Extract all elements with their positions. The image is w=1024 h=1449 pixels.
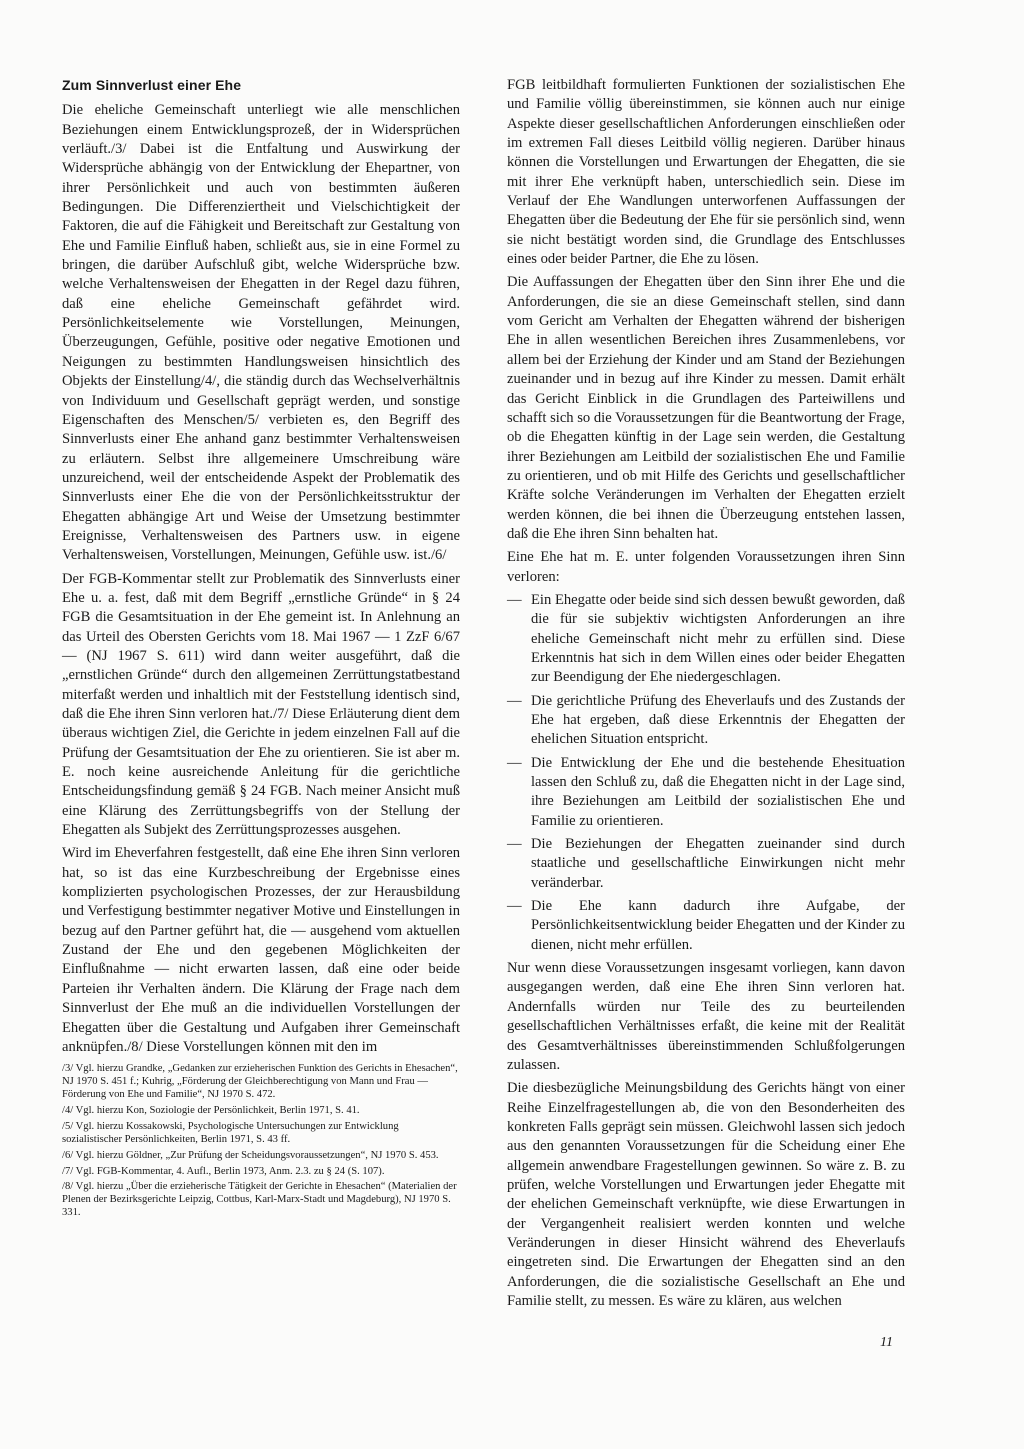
- paragraph: FGB leitbildhaft formulierten Funktionen der sozialistischen Ehe und Familie völlig übereinstimmen, sie können auch nur einige Aspekte dieser gesellschaftlichen Anforderungen einschließen oder im extremen Fall dieses Leitbild völlig negieren. Darüber hinaus können die Vorstellungen und Erwartungen der Ehegatten, die sie mit ihrer Ehe verknüpft haben, unterschiedlich sein. Diese im Verlauf der Ehe Wandlungen unterworfenen Auffassungen der Ehegatten über die Bedeutung der Ehe für sie persönlich sind, wenn sie nicht bestätigt worden sind, die Grundlage des Entschlusses eines oder beider Partner, die Ehe zu lösen.: [507, 77, 905, 268]
- list-intro: Eine Ehe hat m. E. unter folgenden Voraussetzungen ihren Sinn verloren:: [507, 549, 905, 585]
- list-item: — Die Entwicklung der Ehe und die bestehende Ehesituation lassen den Schluß zu, daß die Ehegatten nicht in der Lage sind, ihre Beziehungen am Leitbild der sozialistischen Ehe und Familie zu orientieren.: [507, 754, 905, 831]
- conditions-list: [507, 591, 905, 955]
- footnote: /8/ Vgl. hierzu „Über die erzieherische Tätigkeit der Gerichte in Ehesachen“ (Materialien der Plenen der Bezirksgerichte Leipzig, Cottbus, Karl-Marx-Stadt und Magdeburg), NJ 1970 S. 331.: [62, 1181, 457, 1219]
- paragraph: Wird im Eheverfahren festgestellt, daß eine Ehe ihren Sinn verloren hat, so ist das eine Kurzbeschreibung der Ergebnisse eines komplizierten psychologischen Prozesses, der zur Herausbildung und Verfestigung bestimmter negativer Motive und Einstellungen in bezug auf den Partner geführt hat, die — ausgehend vom aktuellen Zustand der Ehe und den gegebenen Möglichkeiten der Einflußnahme — nicht erwarten lassen, daß eine oder beide Parteien ihr Verhalten ändern. Die Klärung der Frage nach dem Sinnverlust der Ehe muß an die individuellen Vorstellungen der Ehegatten über die Gestaltung und Aufgaben ihrer Gemeinschaft anknüpfen./8/ Diese Vorstellungen können mit den im: [62, 845, 460, 1055]
- footnote: /6/ Vgl. hierzu Göldner, „Zur Prüfung der Scheidungsvoraussetzungen“, NJ 1970 S. 453.: [62, 1149, 439, 1161]
- list-item: — Ein Ehegatte oder beide sind sich dessen bewußt geworden, daß die für sie subjektiv wichtigsten Anforderungen an ihre eheliche Gemeinschaft nicht mehr zu erfüllen sind. Diese Erkenntnis hat sich in dem Willen eines oder beider Ehegatten zur Beendigung der Ehe niedergeschlagen.: [507, 591, 905, 688]
- footnote: /5/ Vgl. hierzu Kossakowski, Psychologische Untersuchungen zur Entwicklung sozialistischer Persönlichkeiten, Berlin 1971, S. 43 ff.: [62, 1120, 399, 1145]
- footnote: /3/ Vgl. hierzu Grandke, „Gedanken zur erzieherischen Funktion des Gerichts in Ehesachen“, NJ 1970 S. 451 f.; Kuhrig, „Förderung der Gleichberechtigung von Mann und Frau — Förderung von Ehe und Familie“, NJ 1970 S. 472.: [62, 1063, 458, 1100]
- section-heading: Zum Sinnverlust einer Ehe: [62, 77, 242, 93]
- paragraph: Die diesbezügliche Meinungsbildung des Gerichts hängt von einer Reihe Einzelfragestellungen ab, die von den Besonderheiten des konkreten Falls geprägt sein müssen. Gleichwohl lassen sich jedoch aus den genannten Voraussetzungen für die Scheidung einer Ehe allgemein anwendbare Fragestellungen gewinnen. So wäre z. B. zu prüfen, welche Vorstellungen und Erwartungen jeder Ehegatte mit der ehelichen Gemeinschaft verknüpfte, wie diese Erwartungen in der Vergangenheit realisiert werden konnten und welche Veränderungen in dieser Hinsicht während des Eheverlaufs eingetreten sind. Die Erwartungen der Ehegatten sind an den Anforderungen, die die sozialistische Gesellschaft an Ehe und Familie stellt, zu messen. Es wäre zu klären, aus welchen: [507, 1080, 905, 1309]
- left-column: [62, 76, 460, 1223]
- list-item: — Die gerichtliche Prüfung des Eheverlaufs und des Zustands der Ehe hat ergeben, daß diese Erkenntnis der Ehegatten der ehelichen Situation entspricht.: [507, 692, 905, 750]
- paragraph: Der FGB-Kommentar stellt zur Problematik des Sinnverlusts einer Ehe u. a. fest, daß mit dem Begriff „ernstliche Gründe“ in § 24 FGB die Gesamtsituation in der Ehe gemeint ist. In Anlehnung an das Urteil des Obersten Gerichts vom 18. Mai 1967 — 1 ZzF 6/67 — (NJ 1967 S. 611) wird dann weiter ausgeführt, daß die „ernstlichen Gründe“ durch den allgemeinen Zerrüttungstatbestand miterfaßt werden und inhaltlich mit der Feststellung identisch sind, daß die Ehe ihren Sinn verloren hat./7/ Diese Erläuterung dient dem überaus wichtigen Ziel, die Gerichte in jedem einzelnen Fall auf die Prüfung der Gesamtsituation der Ehe zu orientieren. Sie ist aber m. E. noch keine ausreichende Anleitung für die gerichtliche Entscheidungsfindung gemäß § 24 FGB. Nach meiner Ansicht muß eine Klärung des Zerrüttungsbegriffs von der Stellung der Ehegatten als Subjekt des Zerrüttungsprozesses ausgehen.: [62, 570, 460, 839]
- footnote: /7/ Vgl. FGB-Kommentar, 4. Aufl., Berlin 1973, Anm. 2.3. zu § 24 (S. 107).: [62, 1165, 385, 1177]
- list-item: — Die Beziehungen der Ehegatten zueinander sind durch staatliche und gesellschaftliche Einwirkungen nicht mehr veränderbar.: [507, 835, 905, 893]
- right-column: [507, 76, 905, 1315]
- paragraph: Nur wenn diese Voraussetzungen insgesamt vorliegen, kann davon ausgegangen werden, daß eine Ehe ihren Sinn verloren hat. Andernfalls würden nur Teile des zu beurteilenden gesellschaftlichen Verhältnisses erfaßt, die keine mit der Realität des Gesamtverhältnisses übereinstimmenden Schlußfolgerungen zulassen.: [507, 960, 905, 1073]
- footnotes: [62, 1063, 460, 1220]
- paragraph: Die eheliche Gemeinschaft unterliegt wie alle menschlichen Beziehungen einem Entwicklungsprozeß, der in Widersprüchen verläuft./3/ Dabei ist die Entfaltung und Auswirkung der Widersprüche abhängig von der Entwicklung der Ehepartner, von ihrer Persönlichkeit und auch von bestimmten äußeren Bedingungen. Die Differenziertheit und Vielschichtigkeit der Faktoren, die auf die Fähigkeit und Bereitschaft zur Gestaltung von Ehe und Familie Einfluß haben, schließt aus, sie in eine Formel zu bringen, die darüber Aufschluß gibt, welche Widersprüche bzw. welche Verhaltensweisen der Ehegatten in der Regel dazu führen, daß eine eheliche Gemeinschaft gefährdet wird. Persönlichkeitselemente wie Vorstellungen, Meinungen, Überzeugungen, Gefühle, positive oder negative Emotionen und Neigungen zu bestimmten Handlungsweisen hinsichtlich des Objekts der Einstellung/4/, die ständig durch das Wechselverhältnis von Individuum und Gesellschaft geprägt werden, und sonstige Eigenschaften des Menschen/5/ verbieten es, den Begriff des Sinnverlusts einer Ehe anhand ganz bestimmter Verhaltensweisen zu erläutern. Selbst ihre allgemeinere Umschreibung wäre unzureichend, weil der entscheidende Aspekt der Problematik des Sinnverlusts einer Ehe die von der Persönlichkeitsstruktur der Ehegatten abhängige Art und Weise der Umsetzung bestimmter Ereignisse, Verhaltensweisen des Partners usw. in eigene Verhaltensweisen, Vorstellungen, Meinungen, Gefühle usw. ist./6/: [62, 102, 460, 564]
- page-number: 11: [880, 1335, 893, 1350]
- list-item: — Die Ehe kann dadurch ihre Aufgabe, der Persönlichkeitsentwicklung beider Ehegatten und der Kinder zu dienen, nicht mehr erfüllen.: [507, 897, 905, 955]
- footnote: /4/ Vgl. hierzu Kon, Soziologie der Persönlichkeit, Berlin 1971, S. 41.: [62, 1104, 360, 1116]
- paragraph: Die Auffassungen der Ehegatten über den Sinn ihrer Ehe und die Anforderungen, die sie an diese Gemeinschaft stellen, sind dann vom Gericht am Verhalten der Ehegatten während der bisherigen Ehe in allen wesentlichen Bereichen ihres Zusammenlebens, vor allem bei der Erziehung der Kinder und am Stand der Beziehungen zueinander und in bezug auf ihre Kinder zu messen. Damit erhält das Gericht Einblick in die Grundlagen des Parteiwillens und schafft sich so die Voraussetzungen für die Beantwortung der Frage, ob die Ehegatten künftig in der Lage sein werden, die Gestaltung ihrer Beziehungen am Leitbild der sozialistischen Ehe und Familie zu orientieren, und ob mit Hilfe des Gerichts und gesellschaftlicher Kräfte solche Veränderungen im Verhalten der Ehegatten erzielt werden können, die bei ihnen die Überzeugung entstehen lassen, daß die Ehe ihren Sinn behalten hat.: [507, 274, 905, 542]
